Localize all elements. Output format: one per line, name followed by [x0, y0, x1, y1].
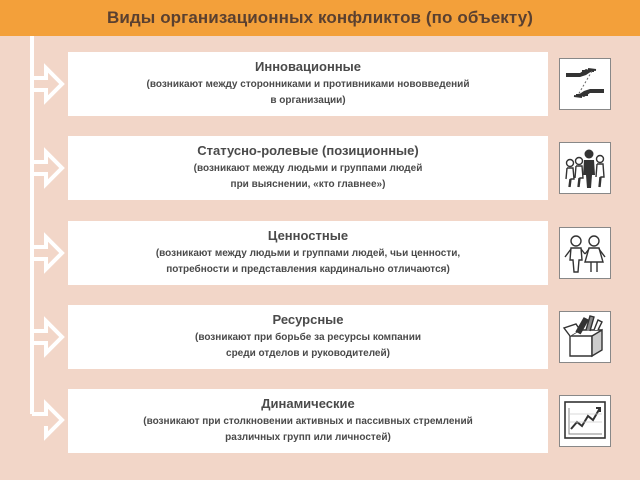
conflict-type-dynamic [68, 389, 548, 453]
conflict-type-innovative [68, 52, 548, 116]
handshake-icon [559, 58, 611, 110]
boy-girl-icon [559, 227, 611, 279]
connector-arrow-2 [32, 152, 62, 184]
connector-arrow-4 [32, 321, 62, 353]
conflict-type-title: Инновационные [255, 59, 361, 74]
conflict-type-title: Динамические [261, 396, 355, 411]
connector-arrow-5 [32, 404, 62, 436]
conflict-type-description: (возникают при борьбе за ресурсы компании среди отделов и руководителей) [194, 332, 422, 359]
conflict-type-description: (возникают между сторонниками и противниками нововведений в организации) [146, 79, 470, 106]
growth-chart-icon [559, 395, 611, 447]
conflict-type-title: Ценностные [267, 228, 349, 243]
conflict-type-description: (возникают при столкновении активных и пассивных стремлений различных групп или личностей) [143, 416, 473, 443]
people-group-icon [559, 142, 611, 194]
conflict-type-description: (возникают между людьми и группами людей при выяснении, «кто главнее») [193, 163, 423, 190]
connector-arrow-1 [32, 68, 62, 100]
conflict-type-description: (возникают между людьми и группами людей, чьи ценности, потребности и представления кардинально отличаются) [155, 248, 461, 275]
resources-box-icon [559, 311, 611, 363]
conflict-type-value [68, 221, 548, 285]
connector-arrow-3 [32, 237, 62, 269]
conflict-type-title: Ресурсные [272, 312, 344, 327]
conflict-type-status-role [68, 136, 548, 200]
conflict-type-title: Статусно-ролевые (позиционные) [197, 143, 419, 158]
conflict-type-resource [68, 305, 548, 369]
page-title: Виды организационных конфликтов (по объекту) [106, 8, 534, 27]
